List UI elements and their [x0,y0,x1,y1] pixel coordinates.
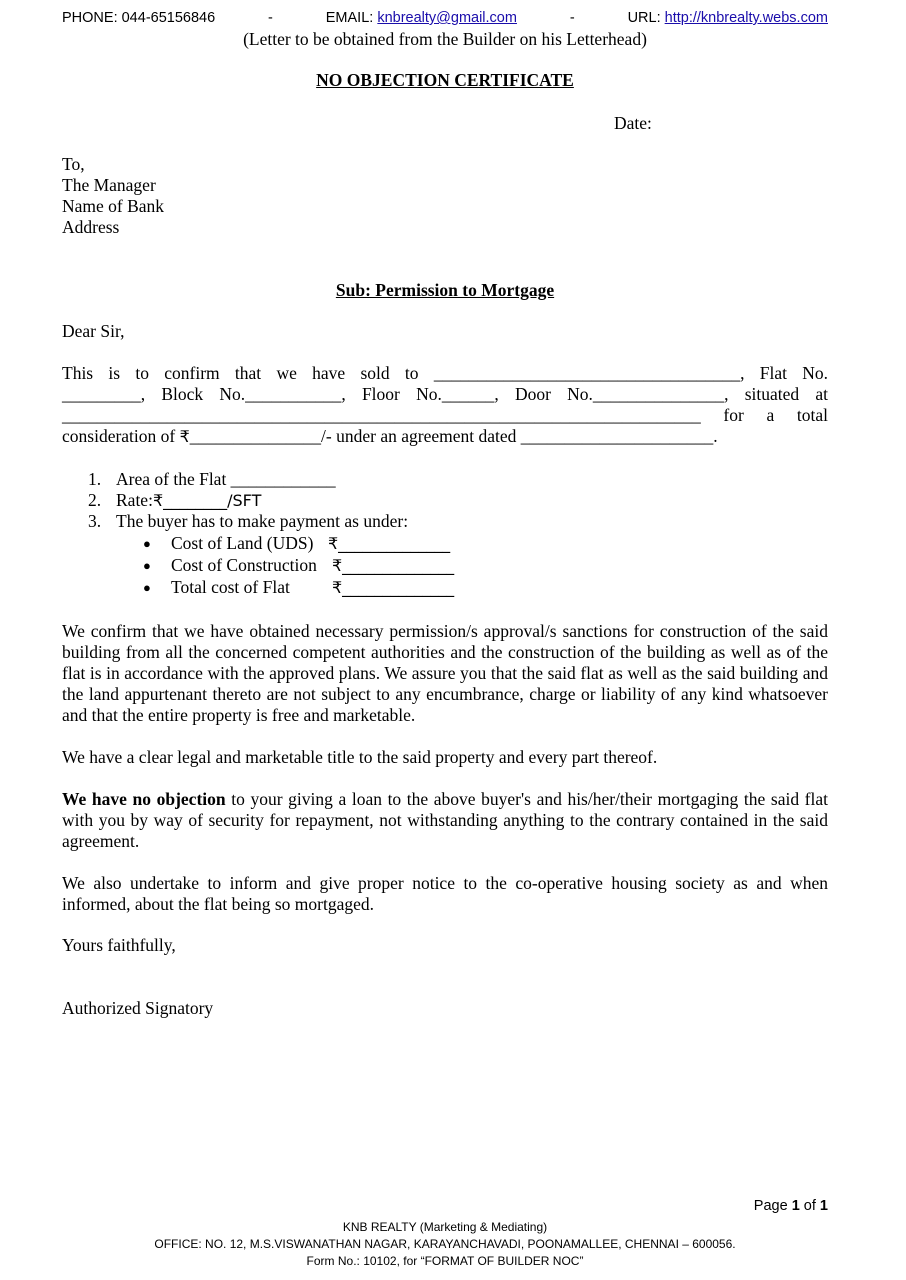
no-objection-text: to your giving a loan to the above buyer's and his/her/their mortgaging the said flat with you by way of security for repayment, not withstanding anything to the contrary contained in the said agreement. [62,789,828,851]
email-link[interactable]: knbrealty@gmail.com [377,10,517,26]
paragraph-line [62,426,828,447]
bullet-icon: ● [143,557,151,573]
signatory: Authorized Signatory [62,998,214,1018]
address-line: The Manager [62,175,156,195]
letterhead-note: (Letter to be obtained from the Builder on his Letterhead) [243,29,647,49]
url-label: URL: [627,10,661,26]
list-item [88,469,454,490]
footer-form: Form No.: 10102, for “FORMAT OF BUILDER NOC” [306,1254,584,1268]
permission-paragraph: We confirm that we have obtained necessary permission/s approval/s sanctions for construction of the said building from all the concerned competent authorities and the construction of the building as well as of the flat is in accordance with the approved plans. We assure you that the said flat as well as the said building and the land appurtenant thereto are not subject to any encumbrance, charge or liability of any kind whatsoever and that the entire property is free and marketable. [62,621,828,725]
address-line: Address [62,217,120,237]
page-current: 1 [791,1198,800,1214]
phone-text: PHONE: 044-65156846 [62,10,216,26]
title-paragraph: We have a clear legal and marketable title to the said property and every part thereof. [62,747,658,767]
cost-label: Cost of Construction [171,554,317,575]
payment-intro: The buyer has to make payment as under: [116,511,409,531]
footer-company: KNB REALTY (Marketing & Mediating) [342,1220,548,1234]
footer [0,1219,890,1270]
separator: - [569,10,575,26]
rate-value: ₹________/SFT [152,491,262,510]
paragraph-line: _________________________________________________________________________ for a total [62,405,828,425]
bullet-icon: ● [143,535,151,551]
address-to: To, [62,154,85,174]
website-link[interactable]: http://knbrealty.webs.com [664,10,828,26]
bullet-icon: ● [143,579,151,595]
closing: Yours faithfully, [62,935,176,955]
footer-office: OFFICE: NO. 12, M.S.VISWANATHAN NAGAR, KARAYANCHAVADI, POONAMALLEE, CHENNAI – 600056. [154,1237,736,1251]
sub-list-item [88,576,454,598]
consideration-rest: _______________/- under an agreement dated ______________________. [189,426,718,446]
list-item [88,511,454,532]
email-group [326,10,517,26]
url-group [628,10,828,26]
cost-label: Total cost of Flat [171,576,290,597]
separator: - [268,10,273,26]
cost-value: ₹______________ [332,577,455,597]
salutation: Dear Sir, [62,321,125,341]
no-objection-bold: We have no objection [62,789,226,809]
rupee-symbol: ₹ [179,427,190,446]
rate-label: Rate: [116,490,153,510]
list-number: 3. [88,511,102,531]
page-of: of [799,1198,820,1214]
list-number: 1. [88,469,102,489]
cost-value: ₹______________ [332,555,455,575]
undertaking-paragraph: We also undertake to inform and give proper notice to the co-operative housing society as and when informed, about the flat being so mortgaged. [62,873,828,914]
list-item [88,490,454,511]
sub-list-item [88,532,454,554]
contact-header [62,8,828,28]
recipient-address [62,154,164,238]
email-label: EMAIL: [325,10,374,26]
paragraph-line: This is to confirm that we have sold to ___________________________________, Flat No. [62,363,828,383]
page-total: 1 [819,1198,828,1214]
address-line: Name of Bank [62,196,165,216]
consideration-label: consideration of [62,426,180,446]
cost-value: ₹______________ [328,533,451,553]
list-number: 2. [88,490,102,510]
no-objection-paragraph [62,789,828,852]
sub-list-item [88,554,454,576]
page-prefix: Page [753,1198,792,1214]
page-number [754,1198,828,1214]
document-title: NO OBJECTION CERTIFICATE [316,70,574,90]
terms-list [88,469,454,598]
confirmation-paragraph [62,363,828,447]
cost-label: Cost of Land (UDS) [171,532,314,553]
area-of-flat: Area of the Flat ____________ [116,469,336,489]
date-label: Date: [614,113,652,133]
paragraph-line: _________, Block No.___________, Floor No.______, Door No._______________, situated at [62,384,828,404]
subject-line: Sub: Permission to Mortgage [335,280,555,300]
